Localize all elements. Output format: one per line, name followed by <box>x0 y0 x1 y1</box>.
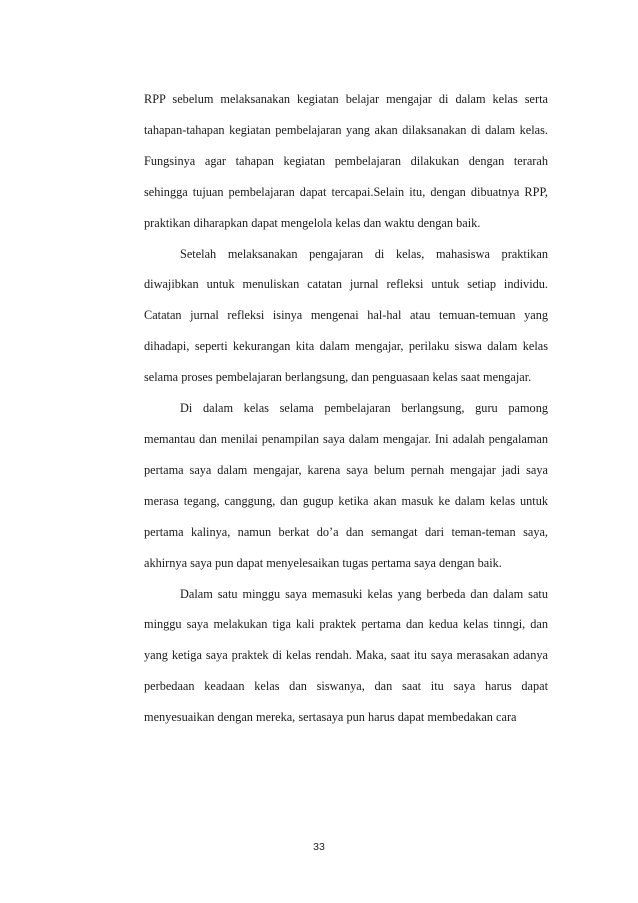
paragraph-satu-minggu: Dalam satu minggu saya memasuki kelas yang berbeda dan dalam satu minggu saya melakukan tiga kali praktek pertama dan kedua kelas tinngi, dan yang ketiga saya praktek di kelas rendah. Maka, saat itu saya merasakan adanya perbedaan keadaan kelas dan siswanya, dan saat itu saya harus dapat menyesuaikan dengan mereka, sertasaya pun harus dapat membedakan cara <box>144 586 548 725</box>
page-number: 33 <box>313 841 325 853</box>
body-text <box>144 84 548 733</box>
paragraph-jurnal-refleksi: Setelah melaksanakan pengajaran di kelas, mahasiswa praktikan diwajibkan untuk menuliskan catatan jurnal refleksi untuk setiap individu. Catatan jurnal refleksi isinya mengenai hal-hal atau temuan-temuan yang dihadapi, seperti kekurangan kita dalam mengajar, perilaku siswa dalam kelas selama proses pembelajaran berlangsung, dan penguasaan kelas saat mengajar. <box>144 246 548 385</box>
paragraph-rpp: RPP sebelum melaksanakan kegiatan belajar mengajar di dalam kelas serta tahapan-tahapan kegiatan pembelajaran yang akan dilaksanakan di dalam kelas. Fungsinya agar tahapan kegiatan pembelajaran dilakukan dengan terarah sehingga tujuan pembelajaran dapat tercapai.Selain itu, dengan dibuatnya RPP, praktikan diharapkan dapat mengelola kelas dan waktu dengan baik. <box>144 92 548 230</box>
paragraph-guru-pamong: Di dalam kelas selama pembelajaran berlangsung, guru pamong memantau dan menilai penampilan saya dalam mengajar. Ini adalah pengalaman pertama saya dalam mengajar, karena saya belum pernah mengajar jadi saya merasa tegang, canggung, dan gugup ketika akan masuk ke dalam kelas untuk pertama kalinya, namun berkat do’a dan semangat dari teman-teman saya, akhirnya saya pun dapat menyelesaikan tugas pertama saya dengan baik. <box>144 401 548 570</box>
